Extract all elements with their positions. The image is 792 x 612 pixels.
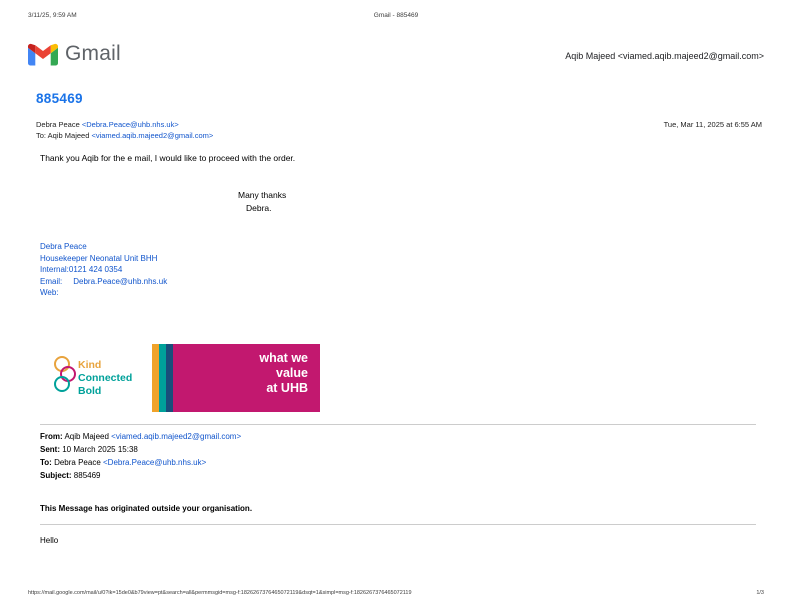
- quoted-to-line: [40, 456, 756, 469]
- signature-email-line: [40, 276, 756, 288]
- sender-address: <Debra.Peace@uhb.nhs.uk>: [81, 120, 179, 129]
- uhb-rings-icon: [52, 356, 80, 400]
- quoted-from-address: <viamed.aqib.majeed2@gmail.com>: [111, 432, 242, 441]
- account-identity: Aqib Majeed <viamed.aqib.majeed2@gmail.com>: [565, 51, 764, 61]
- recipient-address: <viamed.aqib.majeed2@gmail.com>: [91, 131, 214, 140]
- quoted-from-name: Aqib Majeed: [64, 432, 112, 441]
- signature-email-label: Email:: [40, 276, 63, 286]
- banner-line-1: Kind: [78, 358, 102, 371]
- banner-line-2: Connected: [78, 371, 133, 384]
- signature-web-line: [40, 287, 756, 299]
- gmail-m-icon: [28, 43, 58, 66]
- message-body: [40, 152, 756, 299]
- quoted-message-header: [40, 430, 756, 482]
- footer-url: https://mail.google.com/mail/u/0?ik=15de0&b79view=pt&search=all&permmsgid=msg-f:1826267376465072119&dsqt=1&simpl=msg-f:1826267376465072119: [28, 590, 412, 596]
- external-message-notice: This Message has originated outside your organisation.: [40, 504, 253, 513]
- recipient-name: To: Aqib Majeed: [36, 131, 92, 140]
- signature-internal-line: [40, 264, 756, 276]
- quoted-to-address: <Debra.Peace@uhb.nhs.uk>: [103, 458, 207, 467]
- message-header: [36, 119, 762, 145]
- banner-right-line-2: value: [276, 366, 308, 380]
- banner-left-panel: [48, 344, 152, 412]
- message-date: Tue, Mar 11, 2025 at 6:55 AM: [663, 120, 762, 129]
- print-datetime: 3/11/25, 9:59 AM: [28, 12, 77, 19]
- print-doc-title: Gmail - 885469: [373, 12, 419, 19]
- sender-name: Debra Peace: [36, 120, 82, 129]
- quoted-to-label: To:: [40, 458, 52, 467]
- signature-email-value[interactable]: Debra.Peace@uhb.nhs.uk: [73, 276, 168, 286]
- signature-internal-value: 0121 424 0354: [68, 265, 123, 274]
- banner-right-line-3: at UHB: [266, 381, 308, 395]
- print-header: [0, 12, 792, 24]
- signature-web-label: Web:: [40, 288, 59, 297]
- body-paragraph: Thank you Aqib for the e mail, I would like to proceed with the order.: [40, 153, 296, 163]
- quoted-from-label: From:: [40, 432, 63, 441]
- quoted-sent-label: Sent:: [40, 445, 60, 454]
- closing-line-1: Many thanks: [238, 190, 287, 200]
- quoted-subject-line: [40, 469, 756, 482]
- closing-line-2: Debra.: [246, 203, 272, 213]
- quoted-sent-value: 10 March 2025 15:38: [62, 445, 138, 454]
- signature-internal-label: Internal:: [40, 265, 69, 274]
- gmail-header-bar: [28, 42, 764, 76]
- divider-top: [40, 424, 756, 425]
- banner-stripes: [152, 344, 186, 412]
- uhb-values-banner: [48, 344, 320, 412]
- divider-bottom: [40, 524, 756, 525]
- quoted-sent-line: [40, 443, 756, 456]
- email-subject: 885469: [36, 91, 83, 106]
- sender-line: [36, 119, 762, 130]
- quoted-from-line: [40, 430, 756, 443]
- signature-name: Debra Peace: [40, 242, 87, 251]
- quoted-subject-value: 885469: [73, 471, 101, 480]
- banner-right-panel: [186, 344, 320, 412]
- gmail-logo: [28, 42, 121, 66]
- quoted-subject-label: Subject:: [40, 471, 72, 480]
- footer-page-number: 1/3: [756, 590, 764, 596]
- signature-role: Housekeeper Neonatal Unit BHH: [40, 253, 158, 263]
- quoted-to-name: Debra Peace: [54, 458, 103, 467]
- recipient-line: [36, 130, 762, 141]
- gmail-wordmark: Gmail: [65, 42, 121, 65]
- quoted-greeting: Hello: [40, 536, 59, 545]
- banner-line-3: Bold: [78, 384, 102, 397]
- banner-right-line-1: what we: [259, 351, 308, 365]
- print-footer: [0, 590, 792, 600]
- closing-block: [238, 189, 756, 215]
- signature-block: [40, 241, 756, 299]
